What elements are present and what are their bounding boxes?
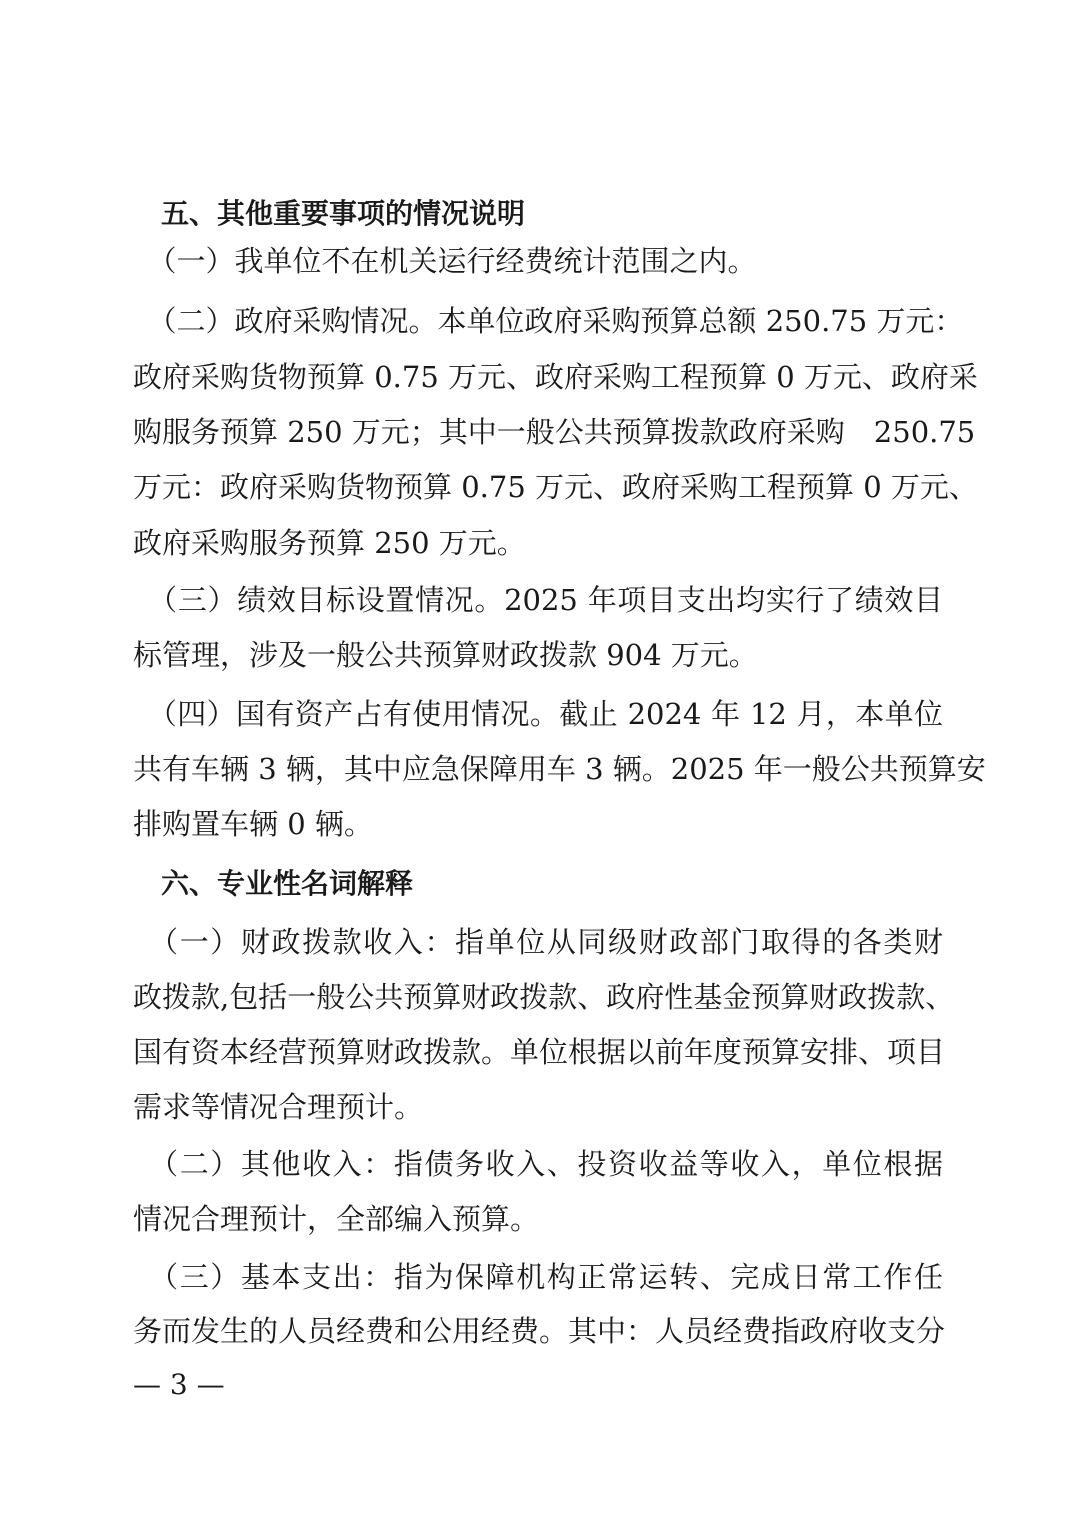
paragraph-line: 标管理，涉及一般公共预算财政拨款 904 万元。 xyxy=(133,638,758,672)
page-number: — 3 — xyxy=(133,1368,225,1401)
paragraph-line: （四）国有资产占有使用情况。截止 2024 年 12 月，本单位 xyxy=(133,697,943,731)
paragraph-line: （一）财政拨款收入：指单位从同级财政部门取得的各类财 xyxy=(133,925,943,959)
paragraph-line: 政府采购服务预算 250 万元。 xyxy=(133,526,526,560)
paragraph-line: 国有资本经营预算财政拨款。单位根据以前年度预算安排、项目 xyxy=(133,1035,946,1069)
paragraph-line: （一）我单位不在机关运行经费统计范围之内。 xyxy=(133,244,757,278)
paragraph-line: （二）政府采购情况。本单位政府采购预算总额 250.75 万元： xyxy=(133,304,964,338)
paragraph-line: 情况合理预计，全部编入预算。 xyxy=(133,1202,540,1236)
paragraph-line: 政拨款,包括一般公共预算财政拨款、政府性基金预算财政拨款、 xyxy=(133,980,955,1014)
section-heading-5: 五、其他重要事项的情况说明 xyxy=(133,197,526,230)
paragraph-line: 排购置车辆 0 辆。 xyxy=(133,807,373,841)
paragraph-line: （二）其他收入：指债务收入、投资收益等收入，单位根据 xyxy=(133,1147,943,1181)
section-heading-6: 六、专业性名词解释 xyxy=(133,867,414,900)
paragraph-line: 购服务预算 250 万元；其中一般公共预算拨款政府采购 250.75 xyxy=(133,415,976,449)
paragraph-line: 共有车辆 3 辆，其中应急保障用车 3 辆。2025 年一般公共预算安 xyxy=(133,752,986,786)
paragraph-line: 政府采购货物预算 0.75 万元、政府采购工程预算 0 万元、政府采 xyxy=(133,360,978,394)
paragraph-line: 务而发生的人员经费和公用经费。其中：人员经费指政府收支分 xyxy=(133,1314,946,1348)
paragraph-line: 万元：政府采购货物预算 0.75 万元、政府采购工程预算 0 万元、 xyxy=(133,470,978,504)
paragraph-line: （三）基本支出：指为保障机构正常运转、完成日常工作任 xyxy=(133,1260,943,1294)
paragraph-line: 需求等情况合理预计。 xyxy=(133,1090,424,1124)
paragraph-line: （三）绩效目标设置情况。2025 年项目支出均实行了绩效目 xyxy=(133,583,943,617)
